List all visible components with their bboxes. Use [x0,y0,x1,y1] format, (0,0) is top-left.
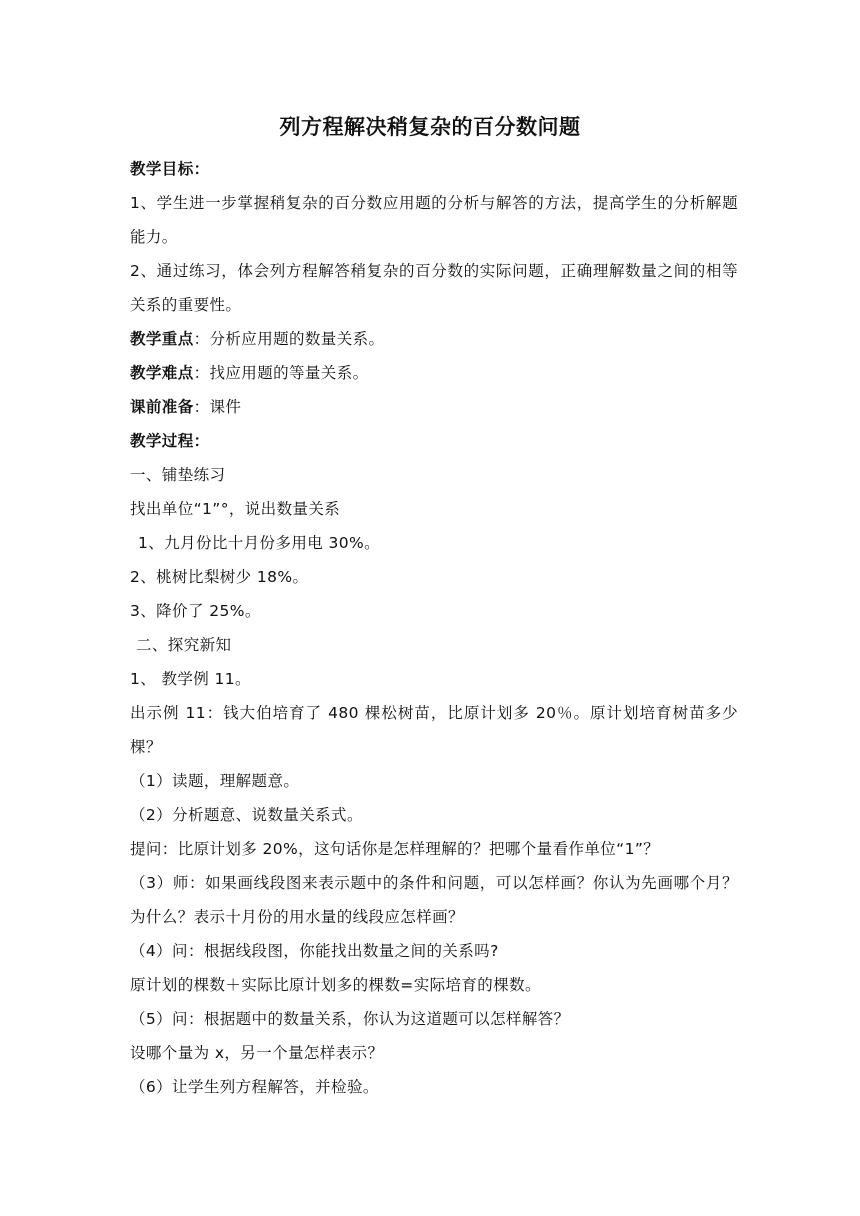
section-2-heading: 二、探究新知 [136,636,232,654]
objectives-heading: 教学目标： [130,160,210,178]
question: 提问：比原计划多 20%，这句话你是怎样理解的？把哪个量看作单位“1”？ [130,840,660,858]
objective-2: 2、通过练习，体会列方程解答稍复杂的百分数的实际问题，正确理解数量之间的相等关系的重要性。 [130,262,738,314]
example-problem: 出示例 11：钱大伯培育了 480 棵松树苗，比原计划多 20％。原计划培育树苗多少棵？ [130,704,738,756]
objective-1: 1、学生进一步掌握稍复杂的百分数应用题的分析与解答的方法，提高学生的分析解题能力。 [130,194,738,246]
teaching-focus [130,322,738,356]
step-1: （1）读题，理解题意。 [130,772,300,790]
prep-label: 课前准备 [130,398,194,416]
find-unit-instruction: 找出单位“1”°，说出数量关系 [130,500,341,518]
exercise-2: 2、桃树比梨树少 18%。 [130,568,309,586]
step-2: （2）分析题意、说数量关系式。 [130,806,363,824]
step-5: （5）问：根据题中的数量关系，你认为这道题可以怎样解答？ [130,1010,570,1028]
exercise-3: 3、降价了 25%。 [130,602,261,620]
step-3: （3）师：如果画线段图来表示题中的条件和问题，可以怎样画？你认为先画哪个月？为什么？表示十月份的用水量的线段应怎样画？ [130,874,738,926]
class-preparation [130,390,738,424]
step-6: （6）让学生列方程解答，并检验。 [130,1078,379,1096]
section-1-heading: 一、铺垫练习 [130,466,226,484]
step-4: （4）问：根据线段图，你能找出数量之间的关系吗? [130,942,499,960]
quantity-relation: 原计划的棵数＋实际比原计划多的棵数=实际培育的棵数。 [130,976,541,994]
difficulty-text: ：找应用题的等量关系。 [193,364,369,382]
teach-example: 1、 教学例 11。 [130,670,251,688]
let-x: 设哪个量为 x，另一个量怎样表示？ [130,1044,384,1062]
exercise-1: 1、九月份比十月份多用电 30%。 [138,534,381,552]
difficulty-label: 教学难点 [130,364,194,382]
document-title: 列方程解决稍复杂的百分数问题 [279,115,581,139]
focus-text: ：分析应用题的数量关系。 [193,330,385,348]
focus-label: 教学重点 [130,330,194,348]
prep-text: ：课件 [193,398,242,416]
document-body [130,152,738,1104]
teaching-difficulty [130,356,738,390]
process-heading: 教学过程： [130,432,210,450]
